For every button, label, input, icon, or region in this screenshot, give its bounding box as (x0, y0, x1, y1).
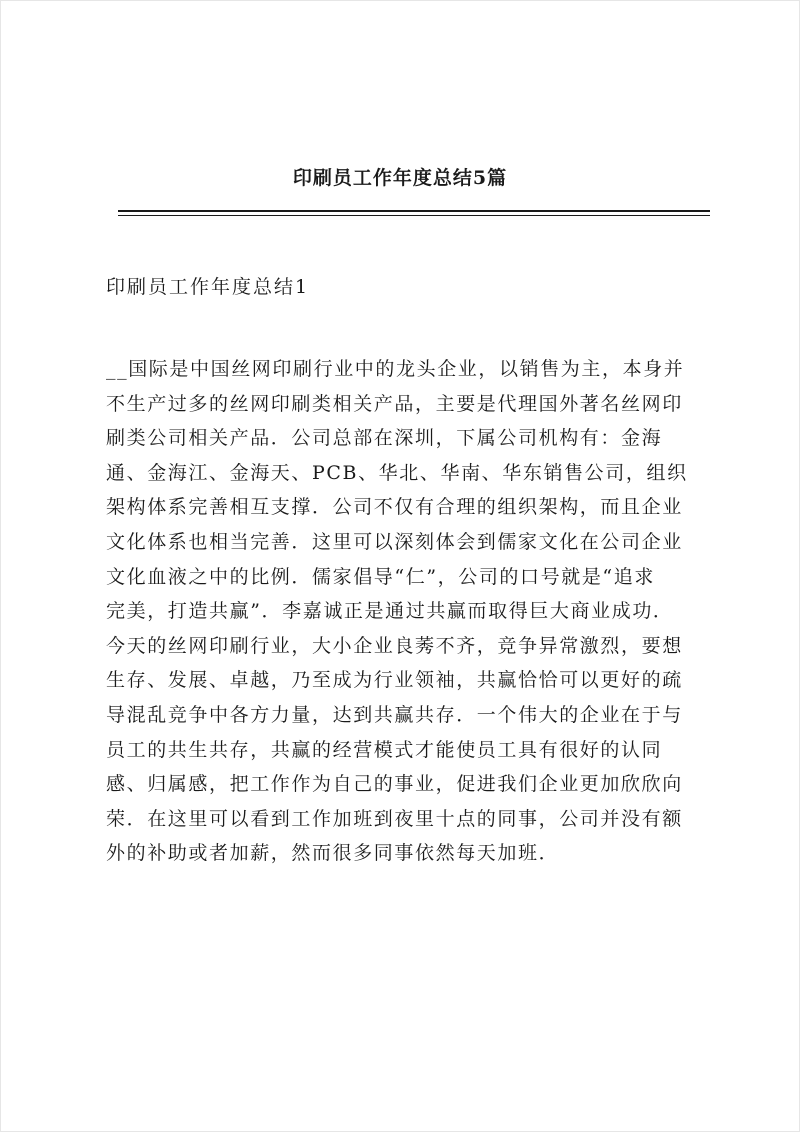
title-rule-thin (118, 215, 710, 216)
paragraph-line: 导混乱竞争中各方力量，达到共赢共存．一个伟大的企业在于与 (106, 703, 683, 726)
paragraph-line: 员工的共生共存，共赢的经营模式才能使员工具有很好的认同 (106, 738, 663, 761)
paragraph-line: 通、金海江、金海天、PCB、华北、华南、华东销售公司，组织 (106, 461, 688, 484)
section-heading: 印刷员工作年度总结1 (106, 276, 310, 298)
paragraph-line: 不生产过多的丝网印刷类相关产品，主要是代理国外著名丝网印 (106, 392, 683, 415)
document-title: 印刷员工作年度总结5篇 (292, 167, 508, 189)
paragraph-line: 文化体系也相当完善．这里可以深刻体会到儒家文化在公司企业 (106, 530, 683, 553)
paragraph-line: 完美，打造共赢”．李嘉诚正是通过共赢而取得巨大商业成功． (106, 600, 674, 623)
paragraph-line: 今天的丝网印刷行业，大小企业良莠不齐，竞争异常激烈，要想 (106, 634, 683, 657)
paragraph-line: 刷类公司相关产品．公司总部在深圳，下属公司机构有：金海 (106, 427, 663, 450)
title-rule-thick (118, 210, 710, 212)
paragraph-line: 文化血液之中的比例．儒家倡导“仁”，公司的口号就是“追求 (106, 565, 655, 588)
paragraph-line: 生存、发展、卓越，乃至成为行业领袖，共赢恰恰可以更好的疏 (106, 669, 683, 692)
paragraph-line: 外的补助或者加薪，然而很多同事依然每天加班． (106, 842, 560, 865)
paragraph-line: 架构体系完善相互支撑．公司不仅有合理的组织架构，而且企业 (106, 496, 683, 519)
paragraph-line: 感、归属感，把工作作为自己的事业，促进我们企业更加欣欣向 (106, 773, 683, 796)
body-paragraph (106, 352, 716, 871)
paragraph-line: 荣．在这里可以看到工作加班到夜里十点的同事，公司并没有额 (106, 807, 683, 830)
paragraph-line: __国际是中国丝网印刷行业中的龙头企业，以销售为主，本身并 (106, 358, 685, 380)
